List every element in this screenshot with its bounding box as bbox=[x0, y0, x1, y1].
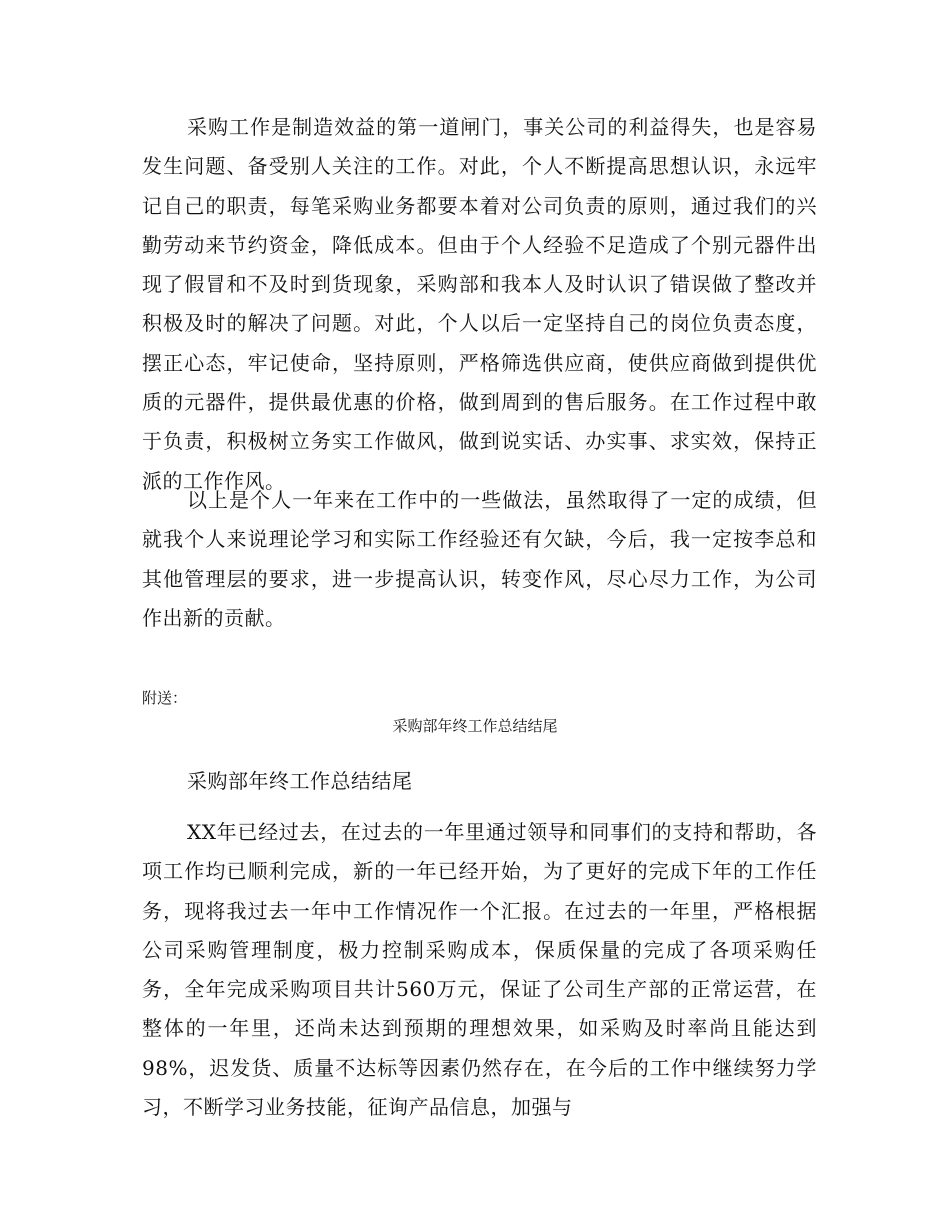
attachment-title: 采购部年终工作总结结尾 bbox=[392, 717, 558, 735]
section-heading: 采购部年终工作总结结尾 bbox=[187, 769, 413, 793]
body-paragraph-3: XX年已经过去，在过去的一年里通过领导和同事们的支持和帮助，各项工作均已顺利完成，新的一年已经开始，为了更好的完成下年的工作任务，现将我过去一年中工作情况作一个汇报。在过去的一年里，严格根据公司采购管理制度，极力控制采购成本，保质保量的完成了各项采购任务，全年完成采购项目共计560万元，保证了公司生产部的正常运营，在整体的一年里，还尚未达到预期的理想效果，如采购及时率尚且能达到98%，迟发货、质量不达标等因素仍然存在，在今后的工作中继续努力学习，不断学习业务技能，征询产品信息，加强与 bbox=[142, 820, 817, 1120]
body-paragraph-1: 采购工作是制造效益的第一道闸门，事关公司的利益得失，也是容易发生问题、备受别人关注的工作。对此，个人不断提高思想认识，永远牢记自己的职责，每笔采购业务都要本着对公司负责的原则，通过我们的兴勤劳动来节约资金，降低成本。但由于个人经验不足造成了个别元器件出现了假冒和不及时到货现象，采购部和我本人及时认识了错误做了整改并积极及时的解决了问题。对此，个人以后一定坚持自己的岗位负责态度，摆正心态，牢记使命，坚持原则，严格筛选供应商，使供应商做到提供优质的元器件，提供最优惠的价格，做到周到的售后服务。在工作过程中敢于负责，积极树立务实工作做风，做到说实话、办实事、求实效，保持正派的工作作风。 bbox=[142, 115, 817, 493]
attachment-label: 附送： bbox=[142, 689, 188, 707]
body-paragraph-2: 以上是个人一年来在工作中的一些做法，虽然取得了一定的成绩，但就我个人来说理论学习和实际工作经验还有欠缺，今后，我一定按李总和其他管理层的要求，进一步提高认识，转变作风，尽心尽力工作，为公司作出新的贡献。 bbox=[142, 488, 817, 630]
